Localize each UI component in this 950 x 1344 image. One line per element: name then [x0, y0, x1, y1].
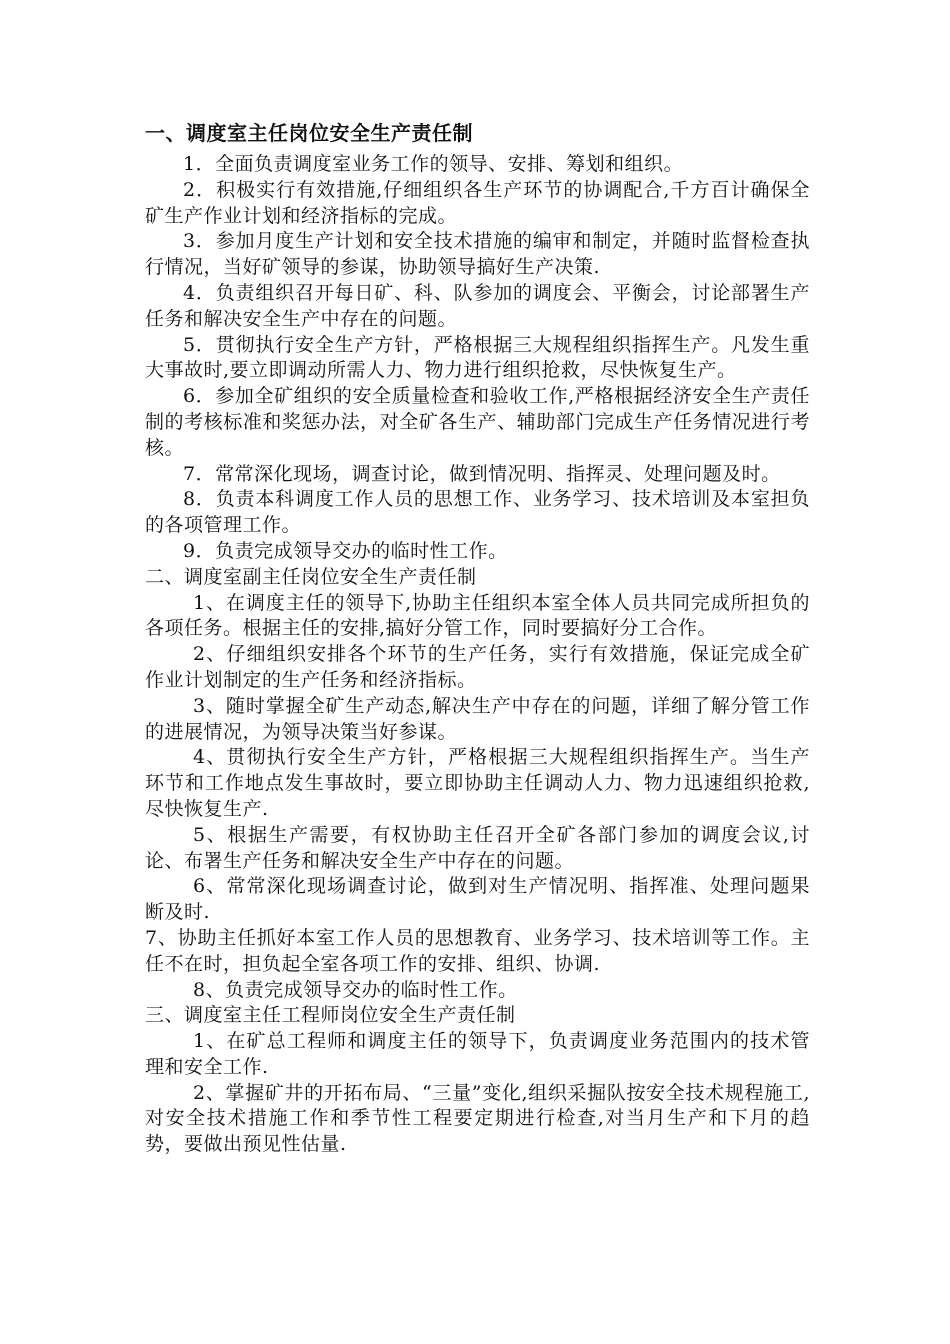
section-2-item-4: 4、贯彻执行安全生产方针，严格根据三大规程组织指挥生产。当生产环节和工作地点发生事故时，要立即协助主任调动人力、物力迅速组织抢救,尽快恢复生产. [145, 746, 810, 820]
section-1-item-8: 8．负责本科调度工作人员的思想工作、业务学习、技术培训及本室担负的各项管理工作。 [145, 488, 810, 537]
section-1-item-4: 4．负责组织召开每日矿、科、队参加的调度会、平衡会，讨论部署生产任务和解决安全生产中存在的问题。 [145, 281, 810, 330]
section-2-item-2: 2、仔细组织安排各个环节的生产任务，实行有效措施，保证完成全矿作业计划制定的生产任务和经济指标。 [145, 643, 810, 691]
section-1-item-2: 2．积极实行有效措施,仔细组织各生产环节的协调配合,千方百计确保全矿生产作业计划和经济指标的完成。 [145, 178, 810, 227]
section-3-item-2: 2、掌握矿井的开拓布局、“三量”变化,组织采掘队按安全技术规程施工,对安全技术措施工作和季节性工程要定期进行检查,对当月生产和下月的趋势，要做出预见性估量. [145, 1081, 810, 1156]
section-1-heading: 一、调度室主任岗位安全生产责任制 [145, 121, 473, 145]
section-1-item-7: 7．常常深化现场，调查讨论，做到情况明、指挥灵、处理问题及时。 [183, 462, 781, 485]
document-page [145, 120, 810, 1158]
section-1-item-6: 6．参加全矿组织的安全质量检查和验收工作,严格根据经济安全生产责任制的考核标准和奖惩办法，对全矿各生产、辅助部门完成生产任务情况进行考核。 [145, 385, 810, 459]
section-1-item-5: 5．贯彻执行安全生产方针，严格根据三大规程组织指挥生产。凡发生重大事故时,要立即调动所需人力、物力进行组织抢救，尽快恢复生产。 [145, 333, 810, 382]
section-2-heading: 二、调度室副主任岗位安全生产责任制 [145, 565, 477, 588]
section-3-heading: 三、调度室主任工程师岗位安全生产责任制 [145, 1004, 516, 1027]
section-2-item-7: 7、协助主任抓好本室工作人员的思想教育、业务学习、技术培训等工作。主任不在时，担负起全室各项工作的安排、组织、协调. [145, 926, 810, 975]
section-2-item-5: 5、根据生产需要，有权协助主任召开全矿各部门参加的调度会议,讨论、布署生产任务和解决安全生产中存在的问题。 [145, 823, 810, 872]
section-2-item-8: 8、负责完成领导交办的临时性工作。 [193, 978, 518, 1001]
section-2-item-6: 6、常常深化现场调查讨论，做到对生产情况明、指挥准、处理问题果断及时. [145, 875, 810, 924]
section-2-item-3: 3、随时掌握全矿生产动态,解决生产中存在的问题，详细了解分管工作的进展情况，为领导决策当好参谋。 [145, 694, 810, 743]
section-1-item-9: 9．负责完成领导交办的临时性工作。 [183, 539, 508, 562]
section-3-item-1: 1、在矿总工程师和调度主任的领导下，负责调度业务范围内的技术管理和安全工作. [145, 1030, 810, 1078]
section-2-item-1: 1、在调度主任的领导下,协助主任组织本室全体人员共同完成所担负的各项任务。根据主任的安排,搞好分管工作，同时要搞好分工合作。 [145, 591, 810, 640]
section-1-item-1: 1．全面负责调度室业务工作的领导、安排、筹划和组织。 [183, 153, 684, 175]
section-1-item-3: 3．参加月度生产计划和安全技术措施的编审和制定，并随时监督检查执行情况，当好矿领导的参谋，协助领导搞好生产决策. [145, 230, 810, 279]
